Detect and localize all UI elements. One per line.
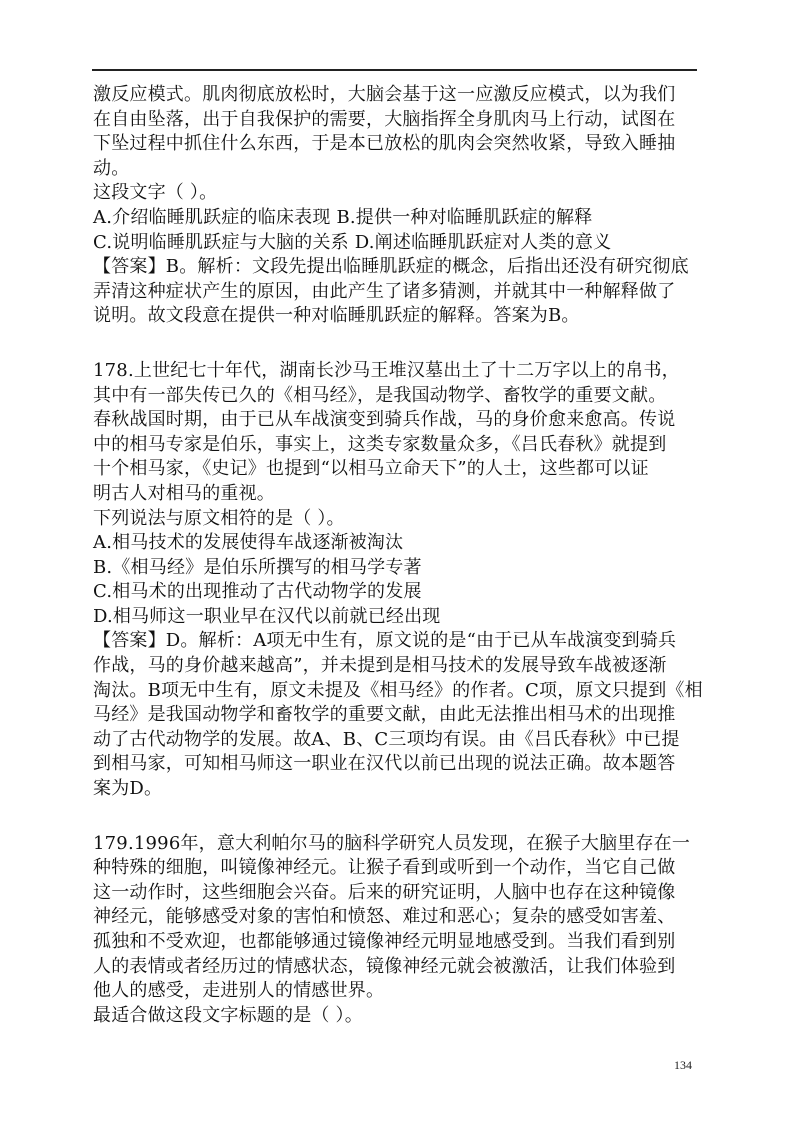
- question-text: 178.上世纪七十年代，湖南长沙马王堆汉墓出土了十二万字以上的帛书，: [93, 359, 680, 381]
- question-179: [93, 832, 703, 1029]
- answer-explanation: 作战，马的身价越来越高”，并未提到是相马技术的发展导致车战被逐渐: [93, 655, 667, 677]
- question-prompt: 这段文字（ ）。: [93, 182, 218, 204]
- question-178: [93, 359, 703, 802]
- page-number: 134: [674, 1058, 692, 1072]
- answer-options-ab: A.介绍临睡肌跃症的临床表现 B.提供一种对临睡肌跃症的解释: [93, 206, 593, 228]
- question-text: 人的表情或者经历过的情感状态，镜像神经元就会被激活，让我们体验到: [93, 955, 676, 977]
- text-line: 下坠过程中抓住什么东西，于是本已放松的肌肉会突然收紧，导致入睡抽: [93, 133, 676, 155]
- answer-explanation: 到相马家，可知相马师这一职业在汉代以前已出现的说法正确。故本题答: [93, 753, 676, 775]
- question-text: 其中有一部失传已久的《相马经》，是我国动物学、畜牧学的重要文献。: [93, 384, 667, 406]
- question-text: 神经元，能够感受对象的害怕和愤怒、难过和恶心；复杂的感受如害羞、: [93, 906, 676, 928]
- question-text: 十个相马家，《史记》也提到“以相马立命天下”的人士，这些都可以证: [93, 458, 649, 480]
- text-line: 激反应模式。肌肉彻底放松时，大脑会基于这一应激反应模式，以为我们: [93, 84, 676, 105]
- answer-explanation: 动了古代动物学的发展。故A、B、C三项均有误。由《吕氏春秋》中已提: [93, 728, 680, 750]
- question-prompt: 最适合做这段文字标题的是（ ）。: [93, 1004, 363, 1026]
- question-text: 他人的感受，走进别人的情感世界。: [93, 980, 385, 1002]
- question-text: 中的相马专家是伯乐，事实上，这类专家数量众多，《吕氏春秋》就提到: [93, 433, 667, 455]
- option-c: C.相马术的出现推动了古代动物学的发展: [93, 581, 422, 603]
- answer-explanation: 说明。故文段意在提供一种对临睡肌跃症的解释。答案为B。: [93, 305, 580, 327]
- question-text: 明古人对相马的重视。: [93, 482, 275, 504]
- question-text: 春秋战国时期，由于已从车战演变到骑兵作战，马的身价愈来愈高。传说: [93, 409, 676, 431]
- answer-explanation: 案为D。: [93, 778, 163, 800]
- page-body: [93, 83, 703, 1028]
- answer-explanation: 【答案】D。解析：A项无中生有，原文说的是“由于已从车战演变到骑兵: [93, 630, 677, 652]
- answer-explanation: 马经》是我国动物学和畜牧学的重要文献，由此无法推出相马术的出现推: [93, 704, 676, 726]
- section-gap: [93, 802, 703, 832]
- question-177-continuation: [93, 83, 703, 329]
- answer-options-cd: C.说明临睡肌跃症与大脑的关系 D.阐述临睡肌跃症对人类的意义: [93, 231, 612, 253]
- question-text: 179.1996年，意大利帕尔马的脑科学研究人员发现，在猴子大脑里存在一: [93, 832, 691, 854]
- question-prompt: 下列说法与原文相符的是（ ）。: [93, 507, 345, 529]
- answer-explanation: 弄清这种症状产生的原因，由此产生了诸多猜测，并就其中一种解释做了: [93, 280, 676, 302]
- text-line: 动。: [93, 157, 130, 179]
- option-b: B.《相马经》是伯乐所撰写的相马学专著: [93, 556, 422, 578]
- answer-explanation: 【答案】B。解析：文段先提出临睡肌跃症的概念，后指出还没有研究彻底: [93, 256, 689, 278]
- header-rule: [92, 69, 697, 71]
- question-text: 种特殊的细胞，叫镜像神经元。让猴子看到或听到一个动作，当它自己做: [93, 857, 676, 879]
- answer-explanation: 淘汰。B项无中生有，原文未提及《相马经》的作者。C项，原文只提到《相: [93, 679, 703, 701]
- option-a: A.相马技术的发展使得车战逐渐被淘汰: [93, 532, 404, 554]
- option-d: D.相马师这一职业早在汉代以前就已经出现: [93, 605, 441, 627]
- section-gap: [93, 329, 703, 359]
- question-text: 孤独和不受欢迎，也都能够通过镜像神经元明显地感受到。当我们看到别: [93, 931, 676, 952]
- question-text: 这一动作时，这些细胞会兴奋。后来的研究证明，人脑中也存在这种镜像: [93, 881, 676, 903]
- text-line: 在自由坠落，出于自我保护的需要，大脑指挥全身肌肉马上行动，试图在: [93, 108, 676, 130]
